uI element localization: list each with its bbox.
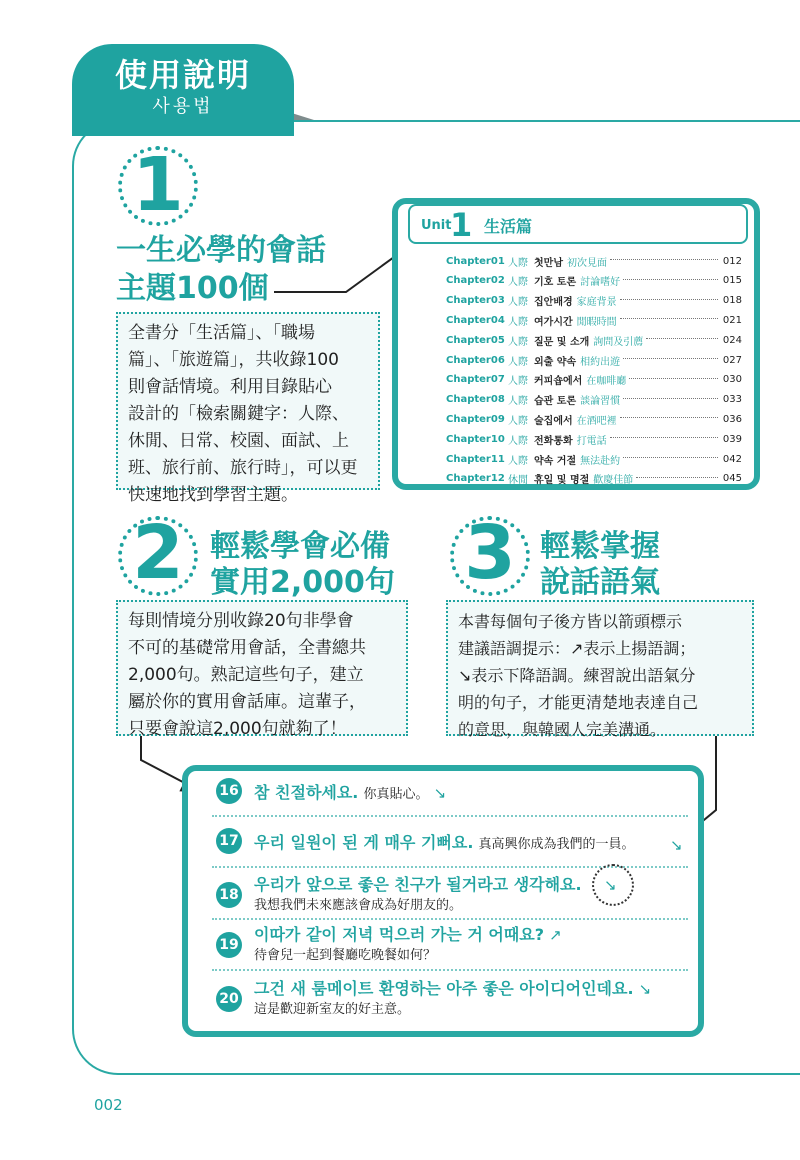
korean-sentence: 우리가 앞으로 좋은 친구가 될거라고 생각해요. <box>254 875 582 894</box>
korean-title: 집안배경 <box>534 297 573 309</box>
rising-tone-icon: ↗ <box>549 926 562 944</box>
toc-row <box>446 272 742 290</box>
page-ref: 012 <box>722 255 742 267</box>
page-ref: 021 <box>722 314 742 326</box>
toc-row <box>446 292 742 310</box>
body-line: 不可的基礎常用會話，全書總共 <box>128 638 366 658</box>
page-ref: 042 <box>722 453 742 465</box>
body-line: 則會話情境。利用目錄貼心 <box>128 377 332 397</box>
section2-body <box>116 600 408 739</box>
category-label: 人際 <box>508 396 528 408</box>
category-label: 人際 <box>508 455 528 467</box>
category-label: 人際 <box>508 415 528 427</box>
falling-tone-icon: ↘ <box>433 784 447 802</box>
chapter-label: Chapter05 <box>446 334 505 346</box>
chinese-title: 無法赴約 <box>580 455 621 467</box>
divider <box>212 815 688 817</box>
unit-number: 1 <box>450 206 473 244</box>
chinese-title: 相約出遊 <box>580 356 621 368</box>
korean-sentence: 우리 일원이 된 게 매우 기뻐요. <box>254 833 474 852</box>
body-line: 屬於你的實用會話庫。這輩子， <box>128 692 366 712</box>
chinese-translation: 真高興你成為我們的一員。 <box>478 837 635 852</box>
page-ref: 039 <box>722 433 742 445</box>
sentence-row <box>254 780 446 803</box>
page-number: 002 <box>94 1096 123 1114</box>
sentence-number: 16 <box>216 778 242 804</box>
category-label: 休閒 <box>508 475 528 487</box>
chinese-title: 初次見面 <box>566 257 607 269</box>
divider <box>212 918 688 920</box>
toc-row <box>446 410 742 428</box>
sentence-number: 18 <box>216 882 242 908</box>
section2-heading-line1: 輕鬆學會必備 <box>210 529 390 564</box>
page-ref: 036 <box>722 413 742 425</box>
leader-dots <box>610 437 718 438</box>
category-label: 人際 <box>508 435 528 447</box>
korean-title: 첫만남 <box>534 257 563 269</box>
section3-heading-line2: 說話語氣 <box>540 565 660 600</box>
body-line: 設計的「檢索關鍵字：人際、 <box>128 404 349 424</box>
page-title: 使用說明 <box>114 56 251 94</box>
chinese-title: 談論習慣 <box>580 396 621 408</box>
falling-tone-icon: ↘ <box>670 836 683 854</box>
sentence-row <box>254 830 635 853</box>
page-ref: 045 <box>722 473 742 485</box>
falling-tone-icon: ↘ <box>638 980 652 998</box>
chapter-label: Chapter10 <box>446 433 505 445</box>
category-label: 人際 <box>508 297 528 309</box>
category-label: 人際 <box>508 277 528 289</box>
toc-row <box>446 252 742 270</box>
leader-dots <box>623 457 718 458</box>
section1-heading-line2: 主題100個 <box>116 271 269 306</box>
section3-heading-line1: 輕鬆掌握 <box>540 529 660 564</box>
toc-row <box>446 391 742 409</box>
body-line: 全書分「生活篇」、「職場 <box>128 323 315 343</box>
chapter-label: Chapter08 <box>446 394 505 406</box>
page-ref: 024 <box>722 334 742 346</box>
chinese-title: 歡慶佳節 <box>593 475 634 487</box>
chapter-label: Chapter02 <box>446 275 505 287</box>
sentence-number: 17 <box>216 828 242 854</box>
category-label: 人際 <box>508 376 528 388</box>
body-line: 休閒、日常、校園、面試、上 <box>128 431 349 451</box>
page-ref: 018 <box>722 295 742 307</box>
korean-title: 습관 토론 <box>534 396 577 408</box>
body-line: 篇」、「旅遊篇」，共收錄100 <box>128 350 339 370</box>
toc-row <box>446 331 742 349</box>
sentence-number: 19 <box>216 932 242 958</box>
toc-row <box>446 311 742 329</box>
chapter-label: Chapter06 <box>446 354 505 366</box>
section-number-2: 2 <box>132 510 184 596</box>
chinese-title: 詢問及引薦 <box>593 336 644 348</box>
category-label: 人際 <box>508 316 528 328</box>
leader-dots <box>620 318 718 319</box>
chinese-translation: 這是歡迎新室友的好主意。 <box>254 1002 411 1017</box>
unit-label: Unit <box>421 218 452 233</box>
category-label: 人際 <box>508 257 528 269</box>
korean-title: 외출 약속 <box>534 356 577 368</box>
leader-dots <box>610 259 718 260</box>
korean-title: 기호 토론 <box>534 277 577 289</box>
korean-title: 질문 및 소개 <box>534 336 590 348</box>
leader-dots <box>623 398 718 399</box>
body-line: 的意思，與韓國人完美溝通。 <box>458 720 667 739</box>
toc-row <box>446 371 742 389</box>
chapter-label: Chapter03 <box>446 295 505 307</box>
chinese-translation: 待會兒一起到餐廳吃晚餐如何？ <box>254 948 437 963</box>
body-line: 本書每個句子後方皆以箭頭標示 <box>458 612 683 631</box>
chapter-label: Chapter09 <box>446 413 505 425</box>
sentence-row <box>254 922 562 945</box>
chinese-title: 閒暇時間 <box>576 316 617 328</box>
korean-title: 여가시간 <box>534 316 573 328</box>
section-number-1: 1 <box>132 142 184 228</box>
leader-dots <box>620 417 718 418</box>
chapter-label: Chapter07 <box>446 374 505 386</box>
page-ref: 030 <box>722 374 742 386</box>
korean-title: 술집에서 <box>534 415 573 427</box>
chapter-label: Chapter12 <box>446 473 505 485</box>
body-line: 2,000句。熟記這些句子，建立 <box>128 665 364 685</box>
leader-dots <box>629 378 718 379</box>
page-subtitle: 사용법 <box>152 96 214 117</box>
section1-heading-line1: 一生必學的會話 <box>116 233 326 268</box>
body-line: 每則情境分別收錄20句非學會 <box>128 611 354 631</box>
toc-row <box>446 450 742 468</box>
korean-title: 휴일 및 명절 <box>534 475 590 487</box>
chinese-title: 在咖啡廳 <box>586 376 627 388</box>
chinese-translation: 你真貼心。 <box>363 787 429 802</box>
toc-row <box>446 470 742 488</box>
body-line: 明的句子，才能更清楚地表達自己 <box>458 693 699 712</box>
chinese-translation: 我想我們未來應該會成為好朋友的。 <box>254 898 463 913</box>
chinese-title: 在酒吧裡 <box>576 415 617 427</box>
sentence-number: 20 <box>216 986 242 1012</box>
page-ref: 033 <box>722 394 742 406</box>
page-ref: 015 <box>722 275 742 287</box>
korean-title: 약속 거절 <box>534 455 577 467</box>
korean-title: 커피숍에서 <box>534 376 583 388</box>
category-label: 人際 <box>508 336 528 348</box>
divider <box>212 969 688 971</box>
leader-dots <box>636 477 718 478</box>
leader-dots <box>620 299 718 300</box>
tone-highlight-circle <box>592 864 634 906</box>
toc-row <box>446 430 742 448</box>
chapter-label: Chapter04 <box>446 314 505 326</box>
body-line: 快速地找到學習主題。 <box>128 485 298 505</box>
korean-sentence: 이따가 같이 저녁 먹으러 가는 거 어때요? <box>254 925 544 944</box>
chapter-label: Chapter11 <box>446 453 505 465</box>
unit-title: 生活篇 <box>484 217 533 236</box>
chinese-title: 打電話 <box>576 435 607 447</box>
chinese-title: 家庭背景 <box>576 297 617 309</box>
sentence-row <box>254 976 651 999</box>
leader-dots <box>646 338 718 339</box>
korean-sentence: 참 친절하세요. <box>254 783 359 802</box>
leader-dots <box>623 279 718 280</box>
chapter-label: Chapter01 <box>446 255 505 267</box>
section2-heading-line2: 實用2,000句 <box>210 565 395 600</box>
category-label: 人際 <box>508 356 528 368</box>
chinese-title: 討論嗜好 <box>580 277 621 289</box>
body-line: ↘表示下降語調。練習說出語氣分 <box>458 666 696 685</box>
korean-title: 전화통화 <box>534 435 573 447</box>
body-line: 建議語調提示：↗表示上揚語調； <box>458 639 696 658</box>
body-line: 只要會說這2,000句就夠了！ <box>128 719 347 739</box>
toc-row <box>446 351 742 369</box>
section-number-3: 3 <box>464 510 516 596</box>
leader-dots <box>623 358 718 359</box>
falling-tone-icon: ↘ <box>604 876 617 894</box>
korean-sentence: 그건 새 룸메이트 환영하는 아주 좋은 아이디어인데요. <box>254 979 634 998</box>
body-line: 班、旅行前、旅行時」，可以更 <box>128 458 358 478</box>
section3-body <box>446 600 754 739</box>
page-ref: 027 <box>722 354 742 366</box>
